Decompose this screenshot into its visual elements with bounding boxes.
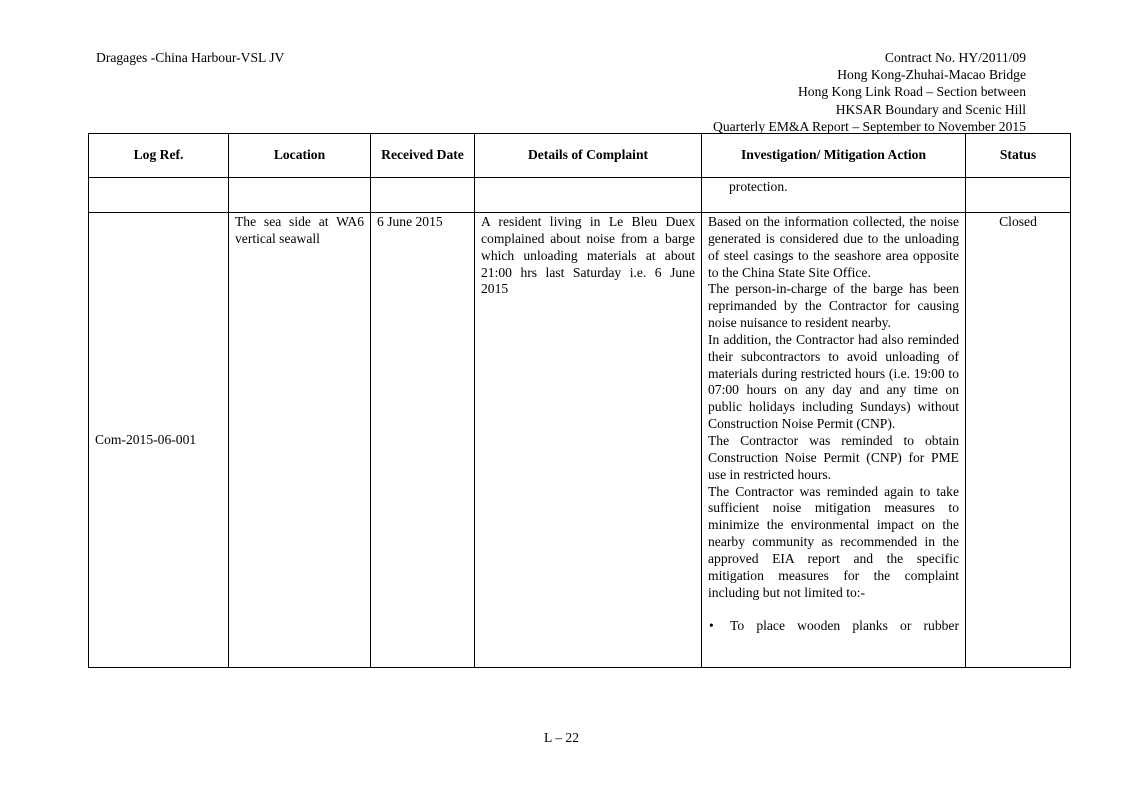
header-report-title: Quarterly EM&A Report – September to November 2015 [713,118,1026,134]
header-section: Hong Kong Link Road – Section between [797,84,1026,100]
cell-status: Closed [966,213,1071,668]
header-project: Hong Kong-Zhuhai-Macao Bridge [837,67,1026,83]
action-paragraph: In addition, the Contractor had also reminded their subcontractors to avoid unloading of materials during restricted hours (i.e. 19:00 to 07:00 hours on any day and any time on public holidays including Sundays) without Construction Noise Permit (CNP). [708,331,959,432]
blank-line [708,601,959,618]
action-paragraph: The person-in-charge of the barge has been reprimanded by the Contractor for causing noise nuisance to resident nearby. [708,281,959,331]
cell-log-ref: Com-2015-06-001 [89,213,229,668]
cell-empty [371,178,475,213]
bullet-icon: • [709,618,714,634]
header-boundary: HKSAR Boundary and Scenic Hill [835,101,1026,117]
continuation-text: protection. [729,179,788,194]
cell-empty [966,178,1071,213]
column-header-location: Location [229,134,371,178]
table-row [89,213,1071,668]
bullet-text: To place wooden planks or rubber [730,618,959,634]
column-header-status: Status [966,134,1071,178]
cell-continuation-text [702,178,966,213]
header-contractor: Dragages -China Harbour-VSL JV [96,50,285,65]
action-paragraph: The Contractor was reminded to obtain Construction Noise Permit (CNP) for PME use in restricted hours. [708,432,959,482]
cell-empty [475,178,702,213]
cell-empty [229,178,371,213]
cell-empty [89,178,229,213]
cell-location: The sea side at WA6 vertical seawall [229,213,371,668]
bullet-item [708,618,959,635]
table-header-row [89,134,1071,178]
column-header-action: Investigation/ Mitigation Action [702,134,966,178]
column-header-received-date: Received Date [371,134,475,178]
cell-received-date: 6 June 2015 [371,213,475,668]
action-paragraph: The Contractor was reminded again to take sufficient noise mitigation measures to minimize the environmental impact on the nearby community as recommended in the approved EIA report and the specific mitigation measures for the complaint including but not limited to:- [708,483,959,600]
column-header-details: Details of Complaint [475,134,702,178]
header-contract-info [713,49,1026,135]
complaint-log-table [88,133,1071,668]
cell-details: A resident living in Le Bleu Duex complained about noise from a barge which unloading materials at about 21:00 hrs last Saturday i.e. 6 June 2015 [475,213,702,668]
header-contract-no: Contract No. HY/2011/09 [884,50,1026,65]
column-header-log-ref: Log Ref. [89,134,229,178]
table-row-continuation [89,178,1071,213]
cell-action [702,213,966,668]
action-paragraph: Based on the information collected, the noise generated is considered due to the unloading of steel casings to the seashore area opposite to the China State Site Office. [708,214,959,280]
page-number: L – 22 [544,730,579,745]
